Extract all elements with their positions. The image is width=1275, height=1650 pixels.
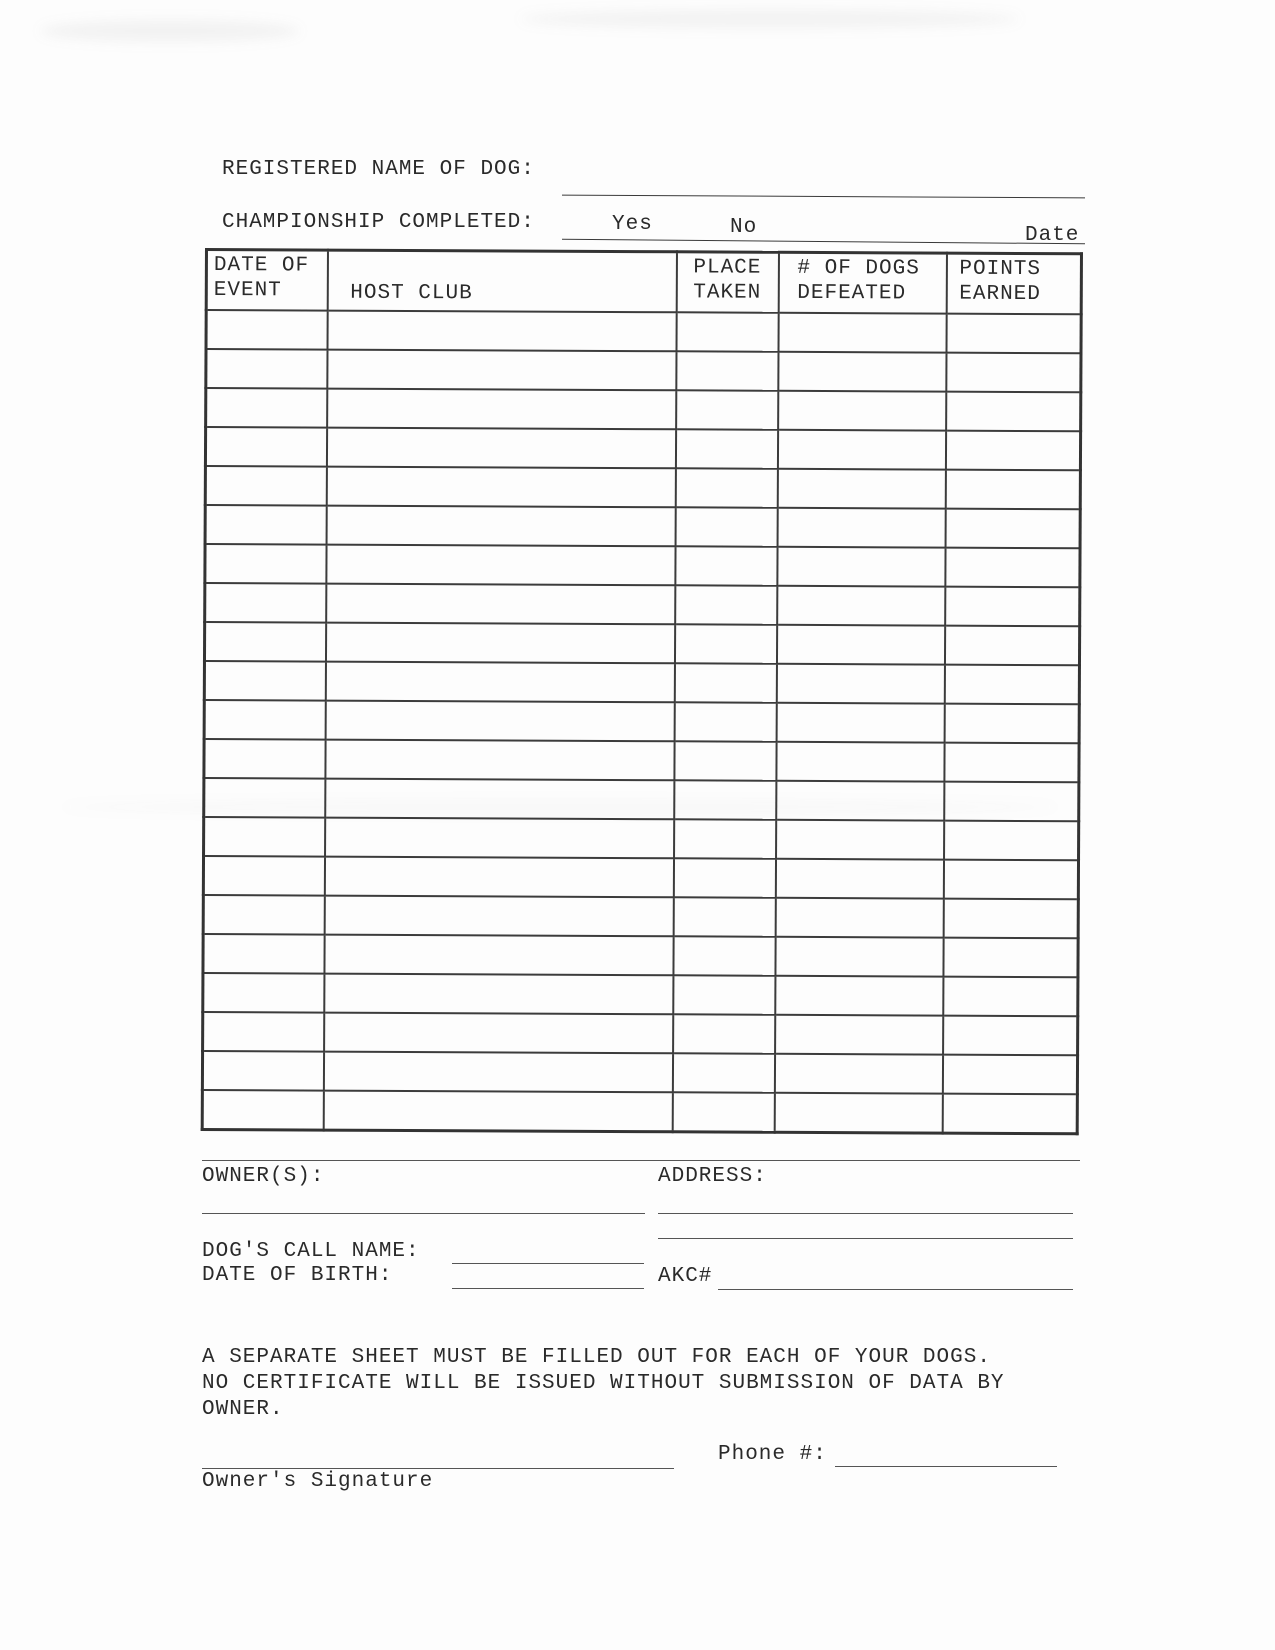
phone-line[interactable] (835, 1466, 1057, 1467)
place-cell[interactable] (675, 507, 777, 546)
table-row (205, 466, 1080, 509)
points-cell[interactable] (942, 1093, 1077, 1133)
date-cell[interactable] (203, 1011, 324, 1051)
host-club-cell[interactable] (325, 622, 674, 663)
dogs-defeated-cell[interactable] (775, 1014, 943, 1054)
table-row (202, 1050, 1077, 1093)
address-label: ADDRESS: (658, 1165, 767, 1188)
date-cell[interactable] (204, 778, 325, 818)
host-club-cell[interactable] (327, 388, 676, 429)
place-cell[interactable] (676, 312, 778, 351)
dogs-defeated-cell[interactable] (775, 897, 943, 937)
points-cell[interactable] (944, 820, 1079, 860)
date-cell[interactable] (204, 817, 325, 857)
table-row (204, 739, 1079, 782)
dogs-defeated-cell[interactable] (777, 429, 945, 469)
points-cell[interactable] (945, 508, 1080, 548)
date-cell[interactable] (203, 933, 324, 973)
date-cell[interactable] (202, 1089, 323, 1129)
table-row (203, 894, 1078, 937)
points-cell[interactable] (945, 586, 1080, 626)
date-cell[interactable] (205, 544, 326, 584)
table-row (203, 933, 1078, 976)
place-cell[interactable] (674, 741, 776, 780)
date-cell[interactable] (206, 349, 327, 389)
dogs-defeated-cell[interactable] (776, 663, 944, 703)
akc-line[interactable] (718, 1289, 1073, 1290)
dogs-defeated-cell[interactable] (775, 936, 943, 976)
points-cell[interactable] (944, 703, 1079, 743)
host-club-cell[interactable] (326, 583, 675, 624)
date-cell[interactable] (205, 427, 326, 467)
points-cell[interactable] (944, 664, 1079, 704)
place-cell[interactable] (675, 468, 777, 507)
date-cell[interactable] (202, 1050, 323, 1090)
place-cell[interactable] (672, 1092, 774, 1132)
place-cell[interactable] (675, 429, 777, 468)
date-cell[interactable] (205, 466, 326, 506)
table-row (204, 661, 1079, 704)
place-cell[interactable] (675, 585, 777, 624)
host-club-cell[interactable] (324, 1012, 673, 1053)
points-cell[interactable] (944, 742, 1079, 782)
table-row (203, 856, 1078, 899)
call-name-line[interactable] (452, 1263, 644, 1264)
registered-name-label: REGISTERED NAME OF DOG: (222, 158, 535, 181)
points-cell[interactable] (946, 352, 1081, 392)
table-row (202, 1089, 1077, 1133)
host-club-cell[interactable] (326, 505, 675, 546)
signature-label: Owner's Signature (202, 1470, 434, 1493)
points-cell[interactable] (943, 937, 1078, 977)
place-cell[interactable] (675, 546, 777, 585)
host-club-cell[interactable] (324, 856, 673, 897)
date-cell[interactable] (205, 505, 326, 545)
points-cell[interactable] (946, 391, 1081, 431)
table-row (205, 505, 1080, 548)
table-row (205, 544, 1080, 587)
table-row (204, 817, 1079, 860)
date-cell[interactable] (204, 739, 325, 779)
phone-label: Phone #: (718, 1443, 827, 1466)
address-line-3[interactable] (658, 1238, 1073, 1239)
date-cell[interactable] (206, 310, 327, 350)
dob-line[interactable] (452, 1288, 644, 1289)
dogs-defeated-cell[interactable] (775, 858, 943, 898)
host-club-cell[interactable] (325, 661, 674, 702)
points-cell[interactable] (943, 859, 1078, 899)
points-cell[interactable] (945, 547, 1080, 587)
dogs-defeated-cell[interactable] (778, 390, 946, 430)
date-cell[interactable] (203, 856, 324, 896)
dogs-defeated-cell[interactable] (777, 546, 945, 586)
date-cell[interactable] (204, 661, 325, 701)
place-cell[interactable] (673, 897, 775, 936)
owner-top-line (202, 1160, 1080, 1161)
yes-option[interactable]: Yes (612, 213, 653, 236)
date-cell[interactable] (206, 388, 327, 428)
dogs-defeated-cell[interactable] (774, 1053, 942, 1093)
host-club-cell[interactable] (325, 739, 674, 780)
event-log-table (201, 248, 1080, 1115)
place-cell[interactable] (673, 858, 775, 897)
dogs-defeated-cell[interactable] (775, 975, 943, 1015)
host-club-cell[interactable] (325, 700, 674, 741)
column-header-date-of-event: DATE OF EVENT (206, 250, 327, 311)
dogs-defeated-cell[interactable] (777, 468, 945, 508)
points-cell[interactable] (943, 976, 1078, 1016)
host-club-cell[interactable] (327, 349, 676, 390)
table-row (206, 349, 1081, 392)
date-label: Date (1025, 224, 1080, 247)
championship-line[interactable] (562, 239, 1085, 245)
scan-smudge (520, 10, 1020, 28)
host-club-cell[interactable] (324, 973, 673, 1014)
table-row (203, 1011, 1078, 1054)
host-club-cell[interactable] (325, 817, 674, 858)
date-cell[interactable] (204, 700, 325, 740)
no-option[interactable]: No (730, 216, 758, 239)
dogs-defeated-cell[interactable] (777, 507, 945, 547)
date-cell[interactable] (205, 583, 326, 623)
column-header-dogs-defeated: # OF DOGS DEFEATED (778, 252, 946, 313)
table-row (206, 388, 1081, 431)
points-cell[interactable] (944, 625, 1079, 665)
place-cell[interactable] (674, 663, 776, 702)
submission-notice: A SEPARATE SHEET MUST BE FILLED OUT FOR EACH OF YOUR DOGS. NO CERTIFICATE WILL BE ISSUED WITHOUT SUBMISSION OF DATA BY OWNER. (202, 1346, 1005, 1421)
host-club-cell[interactable] (324, 934, 673, 975)
table-row (205, 583, 1080, 626)
address-line-2[interactable] (658, 1213, 1073, 1214)
owners-line-2[interactable] (202, 1213, 645, 1214)
scan-smudge (40, 20, 300, 42)
place-cell[interactable] (672, 1053, 774, 1092)
dogs-defeated-cell[interactable] (776, 624, 944, 664)
place-cell[interactable] (673, 936, 775, 975)
place-cell[interactable] (673, 975, 775, 1014)
host-club-cell[interactable] (323, 1051, 672, 1092)
place-cell[interactable] (674, 780, 776, 819)
column-header-host-club: HOST CLUB (327, 250, 676, 312)
host-club-cell[interactable] (324, 895, 673, 936)
owners-label: OWNER(S): (202, 1165, 325, 1188)
points-cell[interactable] (943, 898, 1078, 938)
dogs-defeated-cell[interactable] (777, 585, 945, 625)
akc-label: AKC# (658, 1265, 713, 1288)
column-header-place-taken: PLACE TAKEN (676, 252, 778, 312)
signature-line[interactable] (202, 1468, 674, 1469)
table-row (204, 622, 1079, 665)
points-cell[interactable] (945, 469, 1080, 509)
host-club-cell[interactable] (323, 1090, 672, 1131)
points-cell[interactable] (946, 313, 1081, 353)
table-row (205, 427, 1080, 470)
date-cell[interactable] (204, 622, 325, 662)
host-club-cell[interactable] (326, 466, 675, 507)
dogs-defeated-cell[interactable] (776, 741, 944, 781)
table-row (204, 700, 1079, 743)
points-cell[interactable] (942, 1054, 1077, 1094)
host-club-cell[interactable] (327, 310, 676, 351)
place-cell[interactable] (673, 1014, 775, 1053)
dogs-defeated-cell[interactable] (778, 351, 946, 391)
call-name-label: DOG'S CALL NAME: (202, 1240, 420, 1263)
place-cell[interactable] (676, 390, 778, 429)
date-cell[interactable] (203, 972, 324, 1012)
points-cell[interactable] (944, 781, 1079, 821)
dob-label: DATE OF BIRTH: (202, 1264, 393, 1287)
points-cell[interactable] (943, 1015, 1078, 1055)
registered-name-line[interactable] (562, 195, 1085, 199)
host-club-cell[interactable] (326, 427, 675, 468)
host-club-cell[interactable] (326, 544, 675, 585)
column-header-points-earned: POINTS EARNED (946, 253, 1081, 314)
table-row (206, 310, 1081, 353)
place-cell[interactable] (674, 624, 776, 663)
table-header-row (206, 250, 1081, 314)
date-cell[interactable] (203, 894, 324, 934)
table-row (204, 778, 1079, 821)
dogs-defeated-cell[interactable] (778, 312, 946, 352)
host-club-cell[interactable] (325, 778, 674, 819)
place-cell[interactable] (674, 702, 776, 741)
place-cell[interactable] (676, 351, 778, 390)
championship-label: CHAMPIONSHIP COMPLETED: (222, 211, 535, 234)
dogs-defeated-cell[interactable] (776, 780, 944, 820)
place-cell[interactable] (674, 819, 776, 858)
points-cell[interactable] (945, 430, 1080, 470)
dogs-defeated-cell[interactable] (774, 1092, 942, 1132)
dogs-defeated-cell[interactable] (776, 819, 944, 859)
dogs-defeated-cell[interactable] (776, 702, 944, 742)
table-row (203, 972, 1078, 1015)
